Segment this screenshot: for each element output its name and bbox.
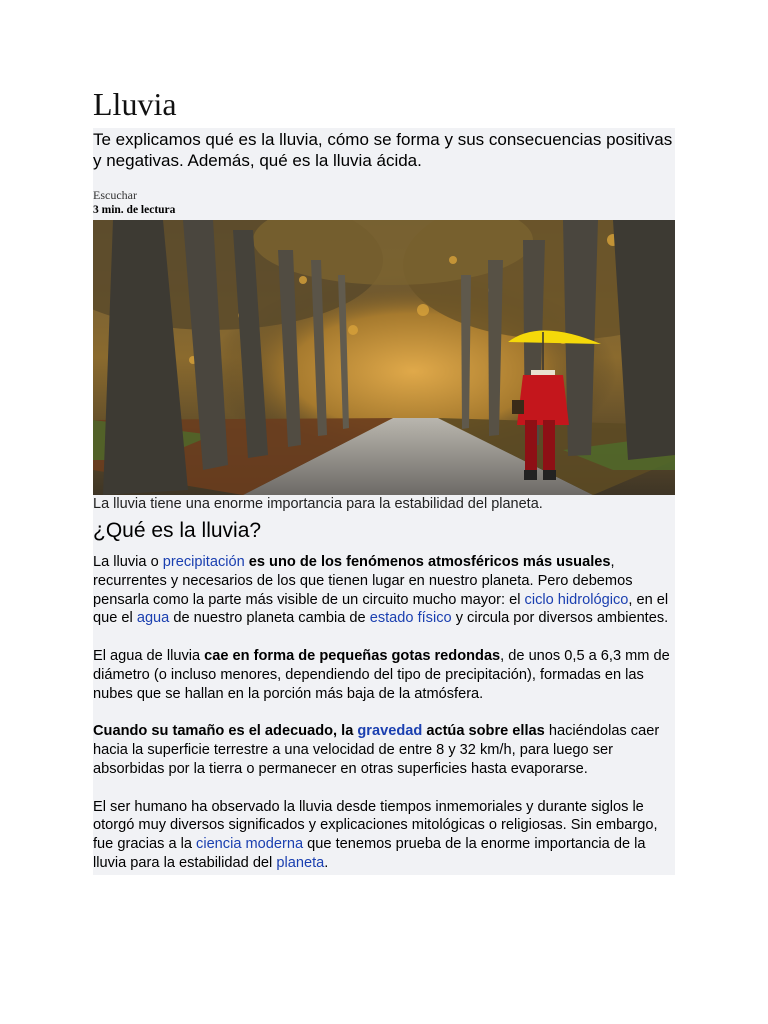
paragraph-4 (93, 798, 675, 873)
text: haciéndolas caer hacia la superficie terrestre a una velocidad de entre 8 y 32 km/h, para luego ser absorbidas por la tierra o permanecer en otras superficies hasta evaporarse. (93, 723, 660, 777)
bold-text: Cuando su tamaño es el adecuado, la (93, 723, 358, 740)
read-time: 3 min. de lectura (93, 204, 176, 216)
text: de nuestro planeta cambia de (169, 610, 370, 627)
article-lead: Te explicamos qué es la lluvia, cómo se forma y sus consecuencias positivas y negativas. Además, qué es la lluvia ácida. (93, 130, 673, 170)
article-meta (93, 188, 675, 217)
link-precipitacion[interactable]: precipitación (162, 554, 245, 570)
link-planeta[interactable]: planeta (276, 854, 325, 871)
bold-text: es uno de los fenómenos atmosféricos más usuales (244, 554, 611, 570)
image-caption: La lluvia tiene una enorme importancia para la estabilidad del planeta. (93, 496, 543, 512)
link-agua[interactable]: agua (136, 610, 170, 627)
link-estado-fisico[interactable]: estado físico (369, 610, 452, 627)
paragraph-1 (93, 553, 675, 628)
listen-button[interactable]: Escuchar (93, 188, 137, 202)
bold-text: actúa sobre ellas (422, 723, 545, 740)
link-ciclo-hidrologico[interactable]: ciclo hidrológico (524, 591, 629, 608)
article-image (93, 220, 675, 495)
text: , recurrentes y necesarios de los que tienen lugar en nuestro planeta. Pero debemos pensarla como la parte más visible de un circuito mucho mayor: el (93, 554, 633, 608)
paragraph-2 (93, 647, 675, 703)
paragraph-3 (93, 722, 675, 778)
text: . (324, 854, 329, 871)
section-heading: ¿Qué es la lluvia? (93, 519, 262, 542)
article-title: Lluvia (93, 86, 177, 122)
link-gravedad[interactable]: gravedad (357, 723, 423, 740)
text: La lluvia o (93, 554, 163, 570)
text: , en el que el (93, 591, 669, 627)
link-ciencia-moderna[interactable]: ciencia moderna (196, 836, 304, 852)
text: , de unos 0,5 a 6,3 mm de diámetro (o incluso menores, dependiendo del tipo de precipitación), formadas en las nubes que se hallan en la porción más baja de la atmósfera. (93, 648, 670, 702)
bold-text: cae en forma de pequeñas gotas redondas (204, 648, 501, 664)
spacer (93, 873, 675, 875)
article-body (93, 128, 675, 875)
text: y circula por diversos ambientes. (451, 610, 669, 627)
text: El ser humano ha observado la lluvia desde tiempos inmemoriales y durante siglos le otorgó muy diversos significados y explicaciones mitológicas o religiosas. Sin embargo, fue gracias a la (93, 798, 658, 852)
text: El agua de lluvia (93, 648, 205, 664)
text: que tenemos prueba de la enorme importancia de la lluvia para la estabilidad del (93, 836, 646, 871)
